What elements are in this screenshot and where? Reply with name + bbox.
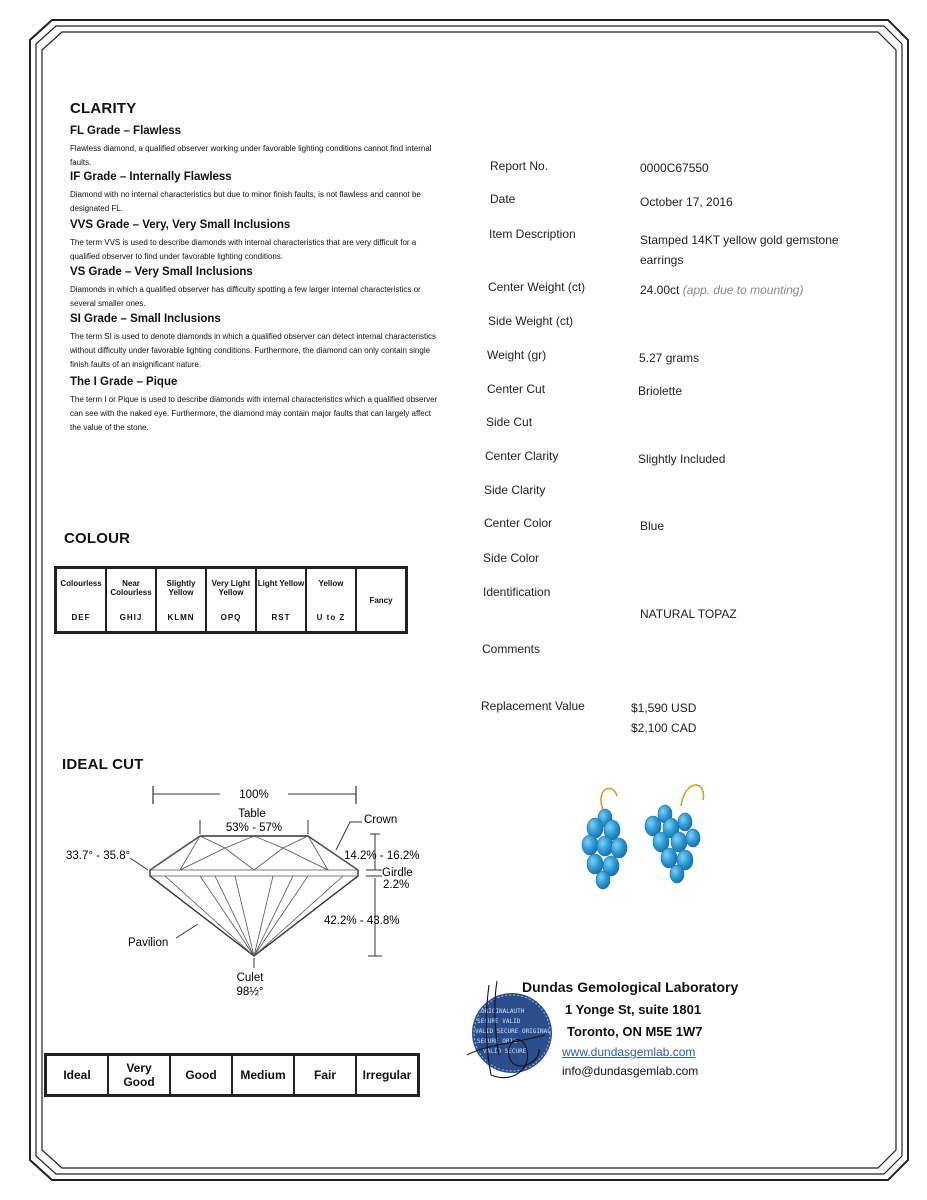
clarity-grade-title: SI Grade – Small Inclusions: [70, 313, 221, 325]
center-weight-label: Center Weight (ct): [488, 280, 586, 294]
identification-value: NATURAL TOPAZ: [640, 607, 737, 621]
center-clarity-value: Slightly Included: [638, 452, 726, 466]
svg-text:SECURE VALID: SECURE VALID: [477, 1018, 521, 1025]
colour-cell: [356, 568, 406, 632]
clarity-grade-desc: The term SI is used to denote diamonds in which a qualified observer can detect internal characteristics without difficulty under favorable lighting conditions. Furthermore, the diamond can only contain single finish faults of an insignificant nature.: [70, 332, 436, 369]
replacement-value-usd: $1,590 USD: [631, 701, 697, 715]
lab-address-line1: 1 Yonge St, suite 1801: [565, 1002, 702, 1017]
clarity-grade-title: VVS Grade – Very, Very Small Inclusions: [70, 219, 291, 231]
cut-grade-table: [44, 1053, 420, 1097]
colour-name: Yellow: [318, 578, 344, 588]
side-color-label: Side Color: [483, 551, 540, 565]
side-weight-label: Side Weight (ct): [488, 314, 574, 328]
culet-label: Culet: [236, 972, 264, 984]
girdle-label: Girdle: [382, 867, 413, 879]
cut-grade-cell: Very Good: [108, 1055, 170, 1095]
side-cut-label: Side Cut: [486, 415, 533, 429]
clarity-grade-desc: Diamonds in which a qualified observer has difficulty spotting a few larger internal characteristics or several smaller ones.: [70, 285, 421, 308]
cut-grade-cell: Medium: [232, 1055, 294, 1095]
lab-name: Dundas Gemological Laboratory: [522, 979, 739, 995]
svg-text:SECURE ORIG: SECURE ORIG: [477, 1038, 517, 1045]
clarity-grade-desc: Flawless diamond, a qualified observer working under favorable lighting conditions cannot find internal faults.: [70, 144, 432, 167]
seal-text: VALID SECURE ORIGINAL: [475, 1028, 551, 1035]
colour-name: Colourless: [60, 578, 102, 588]
cut-grade-cell: Ideal: [46, 1055, 108, 1095]
center-color-label: Center Color: [484, 516, 553, 530]
colour-grade-table: [54, 566, 408, 634]
clarity-grade-desc: The term VVS is used to describe diamonds with internal characteristics that are very difficult for a qualified observer to find under favorable lighting conditions.: [70, 238, 417, 261]
center-cut-label: Center Cut: [487, 382, 546, 396]
svg-text:VALID SECURE: VALID SECURE: [483, 1048, 527, 1055]
cut-grade-cell: Fair: [294, 1055, 356, 1095]
colour-cell: [306, 568, 356, 632]
weight-grams-value: 5.27 grams: [639, 351, 700, 365]
colour-cell: [156, 568, 206, 632]
report-number-value: 0000C67550: [640, 161, 709, 175]
colour-name: Fancy: [369, 595, 393, 605]
earrings-photo: [565, 770, 725, 900]
table-label: Table: [238, 808, 266, 820]
pavilion-depth-label: 42.2% - 43.8%: [324, 915, 400, 927]
colour-title: COLOUR: [64, 530, 131, 547]
center-cut-value: Briolette: [638, 384, 683, 398]
colour-name: Very Light Yellow: [211, 578, 251, 597]
crown-angle-label: 33.7° - 35.8°: [66, 850, 131, 862]
date-value: October 17, 2016: [640, 195, 733, 209]
lab-website-link[interactable]: www.dundasgemlab.com: [562, 1045, 696, 1059]
center-weight-amount: 24.00ct: [640, 283, 680, 297]
replacement-value-label: Replacement Value: [481, 699, 585, 713]
colour-name: Light Yellow: [257, 578, 305, 588]
cut-grade-cell: Irregular: [356, 1055, 418, 1095]
girdle-value: 2.2%: [383, 879, 410, 891]
center-weight-note: (app. due to mounting): [682, 283, 804, 297]
ideal-cut-diagram: [40, 778, 460, 1018]
item-description-value: Stamped 14KT yellow gold gemstone earrings: [640, 233, 839, 267]
colour-cell: [206, 568, 256, 632]
colour-grade: RST: [271, 612, 291, 622]
colour-cell: [56, 568, 106, 632]
clarity-grade-title: IF Grade – Internally Flawless: [70, 171, 232, 183]
crown-height-label: 14.2% - 16.2%: [344, 850, 420, 862]
table-range-label: 53% - 57%: [225, 822, 283, 834]
colour-cell: [106, 568, 156, 632]
clarity-grade-title: FL Grade – Flawless: [70, 125, 182, 137]
pavilion-label: Pavilion: [128, 937, 169, 949]
crown-label: Crown: [364, 814, 398, 826]
colour-name: Slightly Yellow: [166, 578, 196, 597]
colour-grade: DEF: [71, 612, 91, 622]
clarity-grade-title: The I Grade – Pique: [70, 376, 178, 388]
center-color-value: Blue: [640, 519, 665, 533]
cut-grade-cell: Good: [170, 1055, 232, 1095]
total-width-label: 100%: [239, 789, 269, 801]
colour-grade: OPQ: [220, 612, 242, 622]
side-clarity-label: Side Clarity: [484, 483, 546, 497]
clarity-grade-title: VS Grade – Very Small Inclusions: [70, 266, 253, 278]
comments-label: Comments: [482, 642, 541, 656]
replacement-value-cad: $2,100 CAD: [631, 721, 697, 735]
clarity-grade-desc: Diamond with no internal characteristics but due to minor finish faults, is not flawless and cannot be designated FL.: [70, 190, 421, 213]
colour-grade: GHIJ: [119, 612, 143, 622]
culet-angle-label: 98½°: [236, 986, 264, 998]
report-number-label: Report No.: [490, 159, 549, 173]
colour-cell: [256, 568, 306, 632]
colour-grade: U to Z: [316, 612, 346, 622]
colour-name: Near Colourless: [110, 578, 152, 597]
clarity-grade-desc: The term I or Pique is used to describe diamonds with internal characteristics which a qualified observer can see with the naked eye. Furthermore, the diamond may contain major faults that can largely affect the value of the stone.: [70, 395, 438, 432]
date-label: Date: [490, 192, 516, 206]
colour-grade: KLMN: [167, 612, 195, 622]
identification-label: Identification: [483, 585, 551, 599]
center-clarity-label: Center Clarity: [485, 449, 559, 463]
ideal-cut-title: IDEAL CUT: [62, 756, 144, 773]
weight-grams-label: Weight (gr): [487, 348, 547, 362]
svg-text:ORIGINALAUTH: ORIGINALAUTH: [481, 1008, 525, 1015]
center-weight-value: [640, 283, 803, 297]
lab-email[interactable]: info@dundasgemlab.com: [562, 1064, 699, 1078]
item-description-label: Item Description: [489, 227, 576, 241]
lab-address-line2: Toronto, ON M5E 1W7: [567, 1024, 703, 1039]
clarity-title: CLARITY: [70, 100, 137, 117]
